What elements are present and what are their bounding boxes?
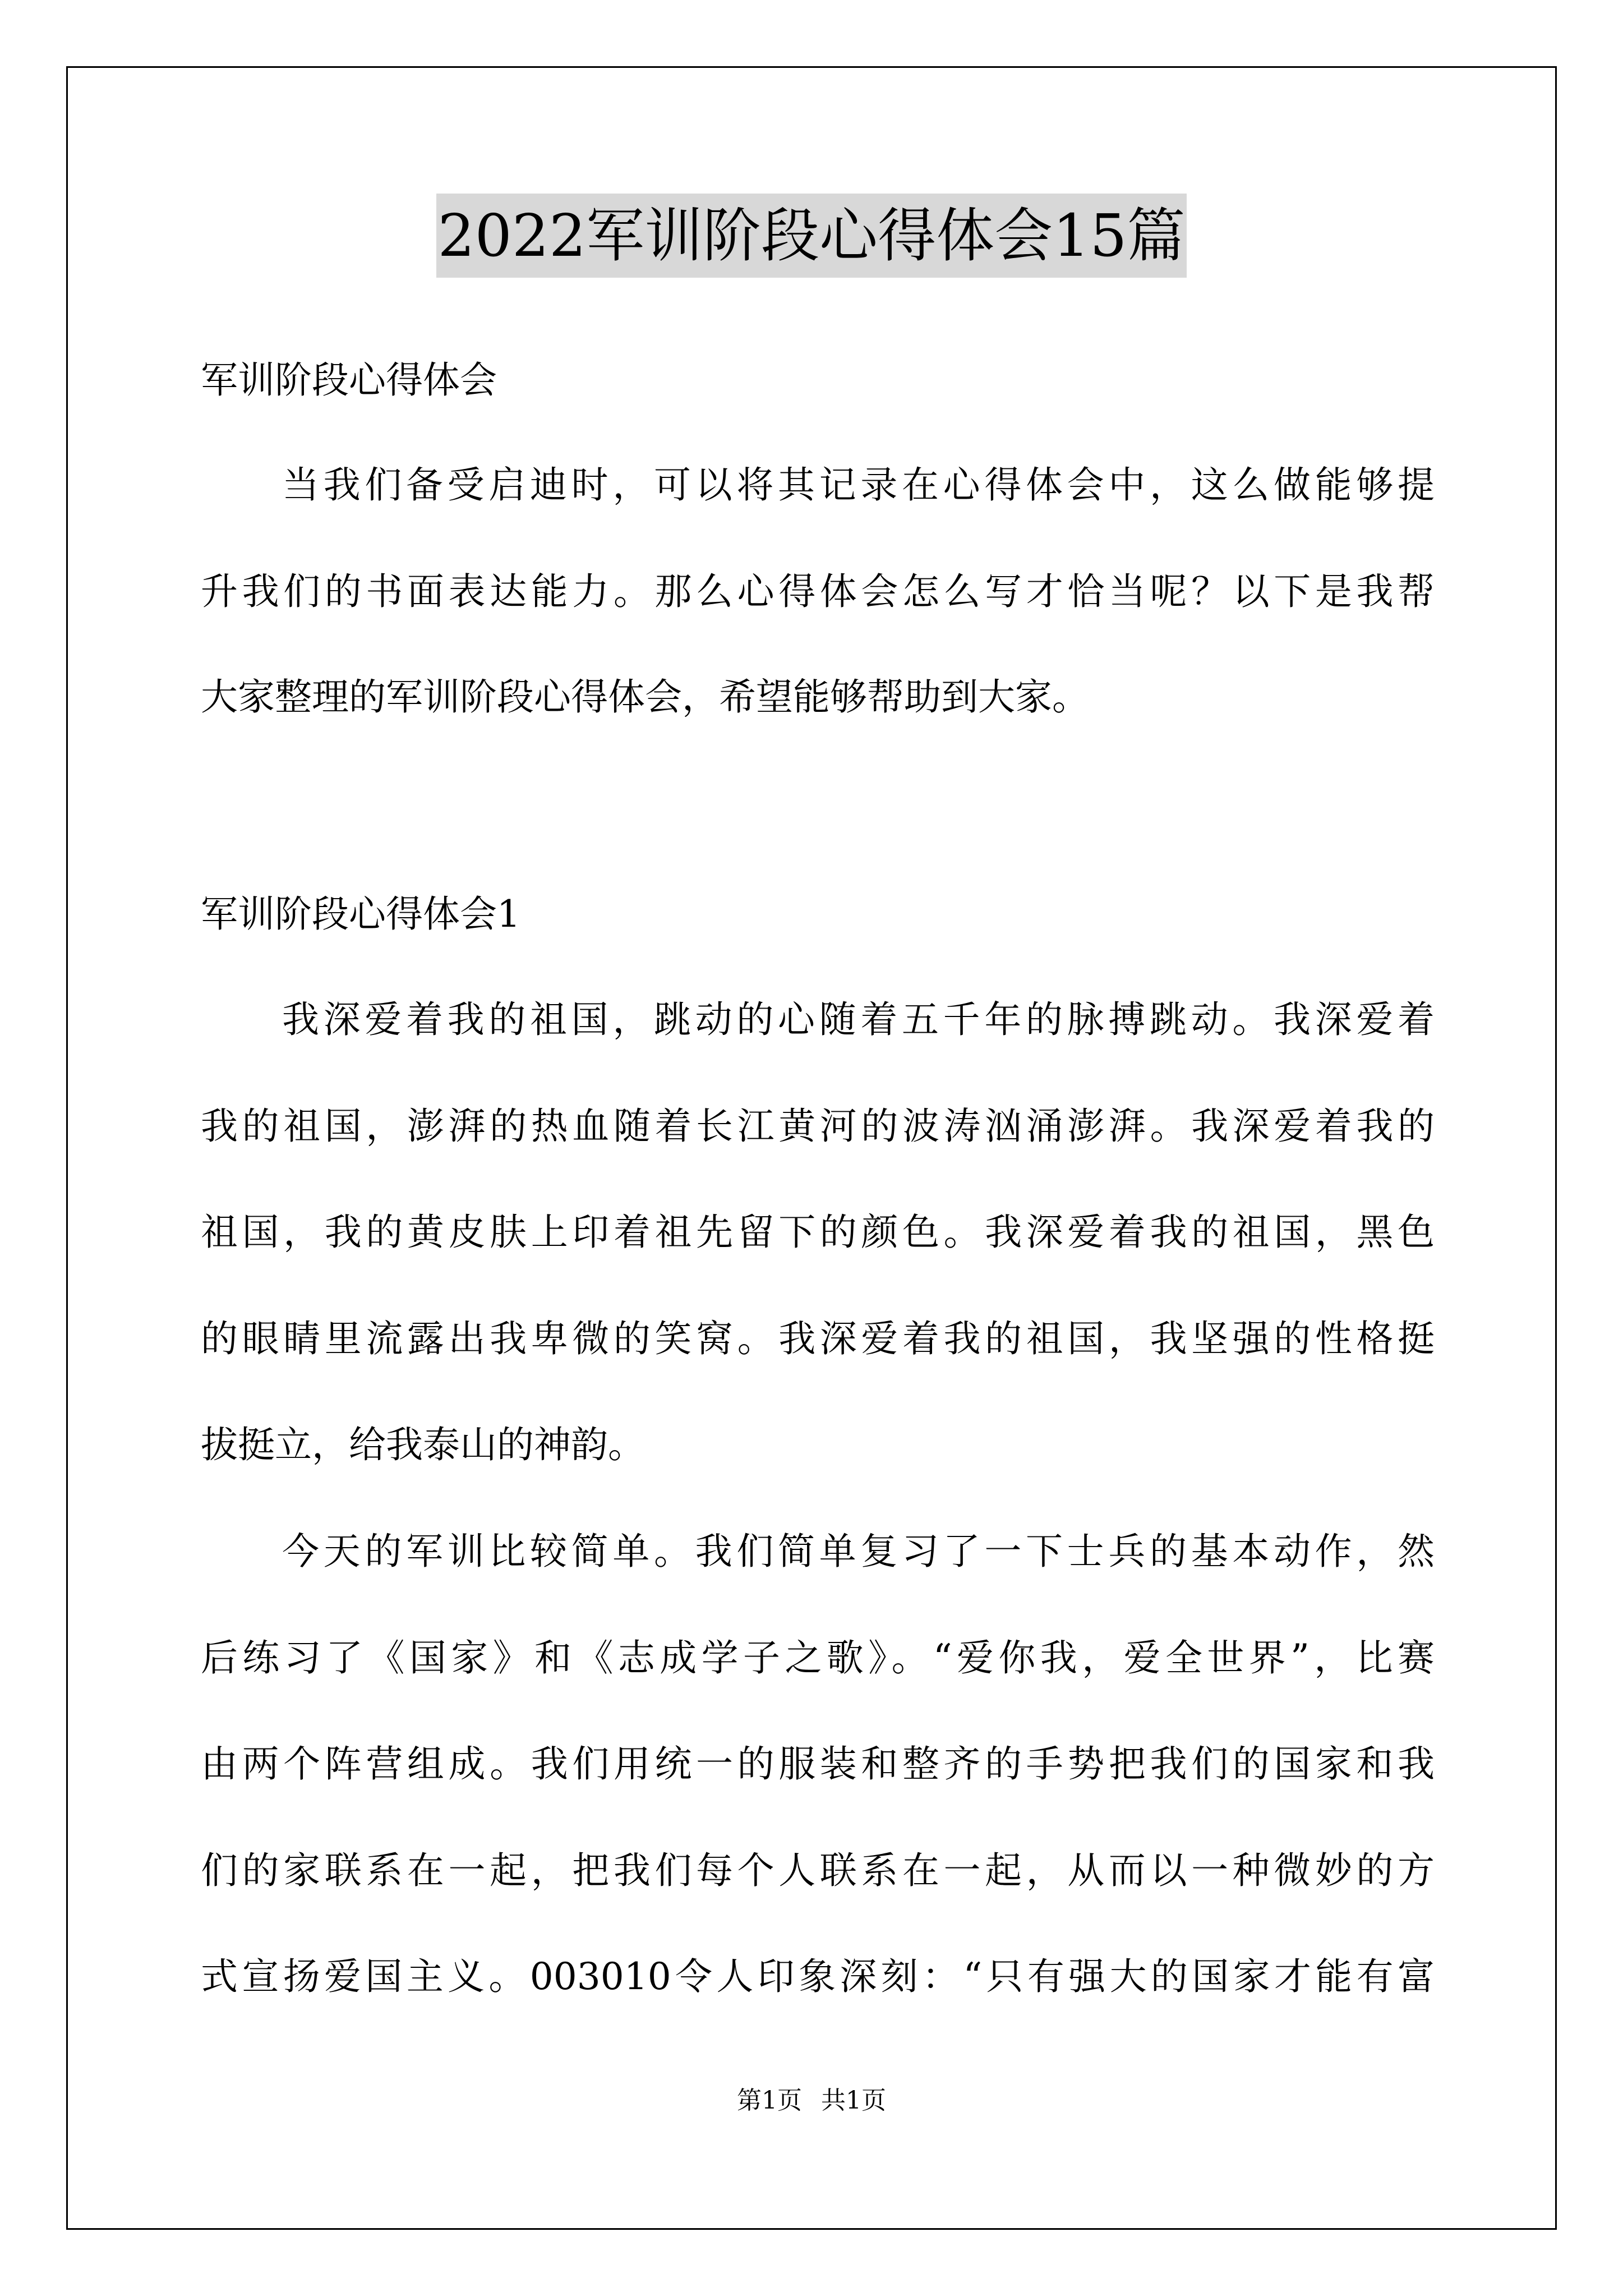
section1-p2-line-5: 式宣扬爱国主义。003010令人印象深刻：“只有强大的国家才能有富 [201, 1955, 1435, 1998]
page-footer [0, 2084, 1623, 2118]
section1-p2-line-3: 由两个阵营组成。我们用统一的服装和整齐的手势把我们的国家和我 [201, 1742, 1435, 1786]
section1-p1-line-4: 的眼睛里流露出我卑微的笑窝。我深爱着我的祖国，我坚强的性格挺 [201, 1317, 1435, 1360]
page-number-total: 共1页 [821, 2086, 886, 2115]
intro-line-2: 升我们的书面表达能力。那么心得体会怎么写才恰当呢？以下是我帮 [201, 570, 1435, 613]
intro-line-3: 大家整理的军训阶段心得体会，希望能够帮助到大家。 [201, 675, 1089, 719]
section1-p1-line-1: 我深爱着我的祖国，跳动的心随着五千年的脉搏跳动。我深爱着 [282, 998, 1435, 1041]
document-title: 2022军训阶段心得体会15篇 [436, 194, 1186, 278]
page-number-current: 第1页 [737, 2086, 802, 2115]
section1-p1-line-5: 拔挺立，给我泰山的神韵。 [201, 1423, 645, 1466]
intro-heading: 军训阶段心得体会 [201, 358, 497, 402]
intro-line-1: 当我们备受启迪时，可以将其记录在心得体会中，这么做能够提 [282, 463, 1435, 507]
section1-heading: 军训阶段心得体会1 [201, 892, 520, 936]
section1-p2-line-1: 今天的军训比较简单。我们简单复习了一下士兵的基本动作，然 [282, 1530, 1435, 1573]
section1-p1-line-2: 我的祖国，澎湃的热血随着长江黄河的波涛汹涌澎湃。我深爱着我的 [201, 1105, 1435, 1148]
section1-p2-line-4: 们的家联系在一起，把我们每个人联系在一起，从而以一种微妙的方 [201, 1849, 1435, 1892]
section1-p2-line-2: 后练习了《国家》和《志成学子之歌》。“爱你我，爱全世界”，比赛 [201, 1636, 1435, 1680]
title-container [0, 194, 1623, 278]
section1-p1-line-3: 祖国，我的黄皮肤上印着祖先留下的颜色。我深爱着我的祖国，黑色 [201, 1211, 1435, 1254]
